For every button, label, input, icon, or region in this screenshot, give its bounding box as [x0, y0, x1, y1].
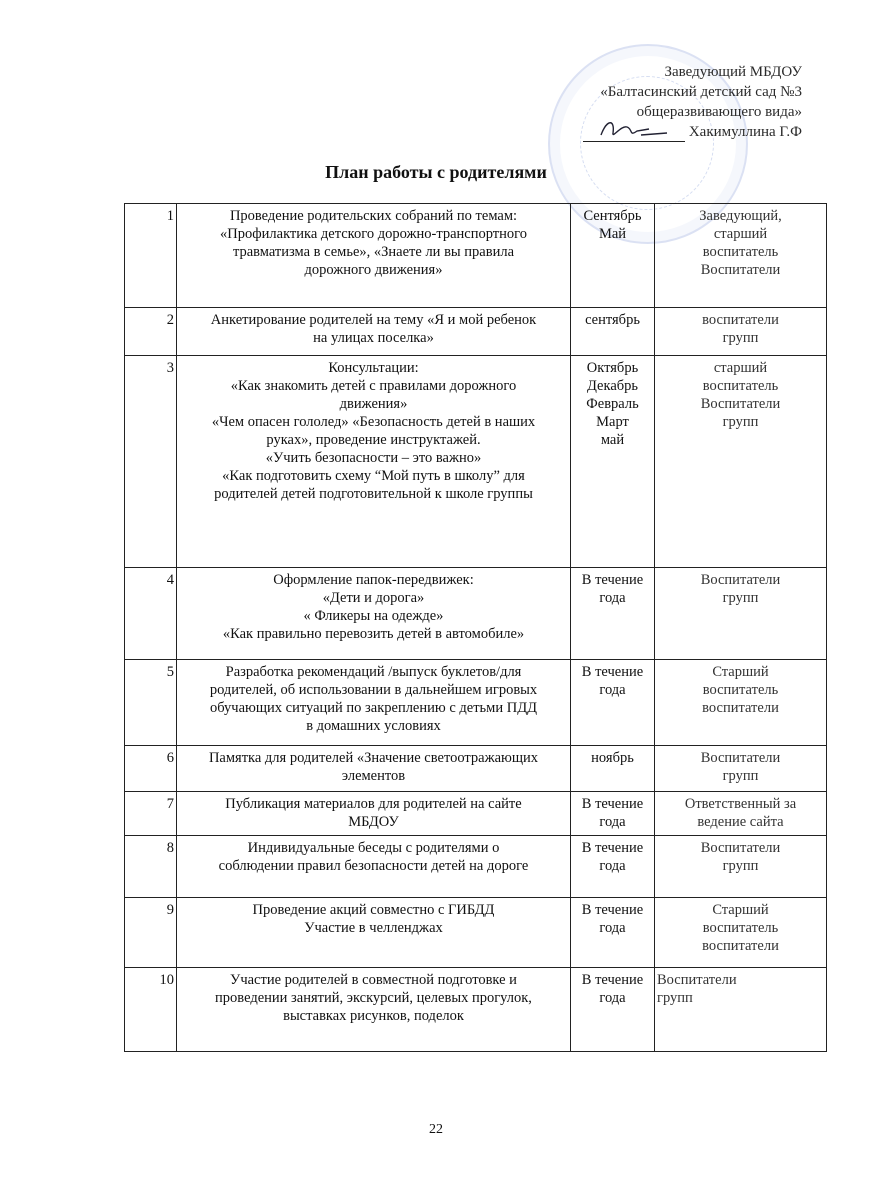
timing-cell — [571, 792, 655, 836]
approval-name: Хакимуллина Г.Ф — [688, 124, 802, 140]
responsible-cell — [655, 660, 827, 746]
signature-line — [583, 125, 685, 142]
table-row — [125, 898, 827, 968]
timing-cell-line: Март — [596, 414, 629, 430]
responsible-cell-line: Старший — [712, 664, 769, 680]
table-row — [125, 968, 827, 1052]
row-number: 3 — [125, 356, 177, 568]
responsible-cell-line: групп — [722, 768, 759, 784]
table-row — [125, 660, 827, 746]
timing-cell-line: Май — [598, 226, 627, 242]
approval-block — [583, 62, 802, 142]
responsible-cell-line: воспитатели — [702, 700, 779, 716]
table-row — [125, 792, 827, 836]
timing-cell-line: года — [599, 920, 626, 936]
timing-cell-line: года — [599, 682, 626, 698]
activity-cell-line: «Учить безопасности – это важно» — [265, 450, 482, 466]
activity-cell-line: на улицах поселка» — [313, 330, 434, 346]
activity-cell-line: проведении занятий, экскурсий, целевых прогулок, — [215, 990, 532, 1006]
table-row — [125, 746, 827, 792]
activity-cell-line: «Чем опасен гололед» «Безопасность детей в наших — [211, 414, 536, 430]
timing-cell-line: сентябрь — [585, 312, 640, 328]
plan-table — [124, 203, 827, 1052]
approval-signature-row — [583, 122, 802, 142]
responsible-cell — [655, 356, 827, 568]
approval-institution-line1: «Балтасинский детский сад №3 — [600, 84, 802, 100]
timing-cell-line: В течение — [581, 840, 644, 856]
responsible-cell — [655, 746, 827, 792]
responsible-cell — [655, 836, 827, 898]
activity-cell-line: Проведение акций совместно с ГИБДД — [252, 902, 495, 918]
responsible-cell-line: групп — [722, 330, 759, 346]
activity-cell-line: руках», проведение инструктажей. — [266, 432, 481, 448]
timing-cell-line: В течение — [581, 972, 644, 988]
activity-cell-line: Участие родителей в совместной подготовке и — [230, 972, 517, 988]
row-number: 5 — [125, 660, 177, 746]
timing-cell-line: года — [599, 858, 626, 874]
page-number: 22 — [429, 1122, 443, 1137]
approval-institution-line2: общеразвивающего вида» — [636, 104, 802, 120]
activity-cell — [177, 356, 571, 568]
responsible-cell-line: ведение сайта — [697, 814, 784, 830]
activity-cell-line: «Как знакомить детей с правилами дорожного — [230, 378, 517, 394]
timing-cell-line: В течение — [581, 796, 644, 812]
responsible-cell — [655, 898, 827, 968]
responsible-cell-line: Ответственный за — [684, 796, 797, 812]
activity-cell — [177, 746, 571, 792]
timing-cell-line: ноябрь — [591, 750, 634, 766]
activity-cell-line: « Фликеры на одежде» — [303, 608, 444, 624]
responsible-cell-line: Заведующий, — [699, 208, 782, 224]
activity-cell — [177, 898, 571, 968]
timing-cell-line: май — [600, 432, 625, 448]
activity-cell-line: элементов — [341, 768, 406, 784]
responsible-cell — [655, 792, 827, 836]
row-number: 1 — [125, 204, 177, 308]
responsible-cell — [655, 968, 827, 1052]
signature-icon — [597, 115, 677, 143]
activity-cell — [177, 204, 571, 308]
row-number: 9 — [125, 898, 177, 968]
activity-cell-line: Разработка рекомендаций /выпуск буклетов/для — [225, 664, 522, 680]
activity-cell — [177, 836, 571, 898]
timing-cell — [571, 836, 655, 898]
approval-position: Заведующий МБДОУ — [664, 64, 802, 80]
activity-cell-line: «Дети и дорога» — [322, 590, 425, 606]
row-number: 6 — [125, 746, 177, 792]
activity-cell-line: травматизма в семье», «Знаете ли вы правила — [232, 244, 515, 260]
responsible-cell-line: воспитатели — [702, 938, 779, 954]
table-row — [125, 836, 827, 898]
timing-cell-line: Декабрь — [586, 378, 638, 394]
row-number: 10 — [125, 968, 177, 1052]
responsible-cell-line: старший — [713, 226, 768, 242]
activity-cell-line: МБДОУ — [348, 814, 399, 830]
timing-cell — [571, 204, 655, 308]
table-row — [125, 308, 827, 356]
responsible-cell-line: воспитатель — [702, 920, 779, 936]
timing-cell-line: В течение — [581, 902, 644, 918]
activity-cell-line: родителей, об использовании в дальнейшем игровых — [209, 682, 538, 698]
responsible-cell-line: воспитатели — [702, 312, 779, 328]
activity-cell-line: Оформление папок-передвижек: — [273, 572, 474, 588]
activity-cell-line: «Как подготовить схему “Мой путь в школу” для — [222, 468, 525, 484]
activity-cell-line: «Профилактика детского дорожно-транспортного — [220, 226, 527, 242]
activity-cell — [177, 308, 571, 356]
activity-cell — [177, 568, 571, 660]
activity-cell-line: Проведение родительских собраний по темам: — [229, 208, 518, 224]
activity-cell-line: в домашних условиях — [306, 718, 441, 734]
row-number: 4 — [125, 568, 177, 660]
timing-cell-line: Октябрь — [586, 360, 639, 376]
responsible-cell-line: Воспитатели — [700, 840, 781, 856]
timing-cell-line: года — [599, 814, 626, 830]
page-title: План работы с родителями — [325, 162, 547, 182]
timing-cell-line: Февраль — [586, 396, 639, 412]
row-number: 8 — [125, 836, 177, 898]
activity-cell-line: Индивидуальные беседы с родителями о — [247, 840, 500, 856]
row-number: 7 — [125, 792, 177, 836]
activity-cell-line: дорожного движения» — [304, 262, 443, 278]
responsible-cell-line: Воспитатели — [700, 396, 781, 412]
activity-cell-line: Консультации: — [328, 360, 419, 376]
timing-cell-line: года — [599, 990, 626, 1006]
table-row — [125, 204, 827, 308]
table-row — [125, 568, 827, 660]
responsible-cell — [655, 568, 827, 660]
responsible-cell-line: старший — [713, 360, 768, 376]
responsible-cell-line: групп — [657, 990, 693, 1006]
timing-cell — [571, 968, 655, 1052]
timing-cell-line: года — [599, 590, 626, 606]
activity-cell-line: родителей детей подготовительной к школе группы — [214, 486, 533, 502]
responsible-cell-line: Воспитатели — [700, 262, 781, 278]
timing-cell — [571, 898, 655, 968]
table-row — [125, 356, 827, 568]
timing-cell — [571, 660, 655, 746]
responsible-cell-line: Старший — [712, 902, 769, 918]
responsible-cell — [655, 204, 827, 308]
activity-cell-line: Публикация материалов для родителей на сайте — [225, 796, 522, 812]
responsible-cell-line: Воспитатели — [700, 750, 781, 766]
responsible-cell-line: групп — [722, 590, 759, 606]
activity-cell-line: Анкетирование родителей на тему «Я и мой ребенок — [210, 312, 537, 328]
responsible-cell-line: Воспитатели — [657, 972, 737, 988]
responsible-cell-line: воспитатель — [702, 682, 779, 698]
activity-cell-line: соблюдении правил безопасности детей на дороге — [218, 858, 529, 874]
timing-cell — [571, 568, 655, 660]
responsible-cell — [655, 308, 827, 356]
activity-cell-line: «Как правильно перевозить детей в автомобиле» — [222, 626, 525, 642]
activity-cell-line: Участие в челленджах — [304, 920, 443, 936]
timing-cell — [571, 356, 655, 568]
activity-cell-line: движения» — [339, 396, 408, 412]
activity-cell — [177, 660, 571, 746]
activity-cell — [177, 792, 571, 836]
row-number: 2 — [125, 308, 177, 356]
activity-cell — [177, 968, 571, 1052]
timing-cell-line: Сентябрь — [583, 208, 642, 224]
responsible-cell-line: групп — [722, 858, 759, 874]
activity-cell-line: обучающих ситуаций по закреплению с детьми ПДД — [209, 700, 537, 716]
timing-cell — [571, 308, 655, 356]
responsible-cell-line: воспитатель — [702, 244, 779, 260]
activity-cell-line: выставках рисунков, поделок — [283, 1008, 464, 1024]
responsible-cell-line: воспитатель — [702, 378, 779, 394]
responsible-cell-line: Воспитатели — [700, 572, 781, 588]
timing-cell — [571, 746, 655, 792]
responsible-cell-line: групп — [722, 414, 759, 430]
timing-cell-line: В течение — [581, 664, 644, 680]
timing-cell-line: В течение — [581, 572, 644, 588]
activity-cell-line: Памятка для родителей «Значение светоотражающих — [208, 750, 539, 766]
